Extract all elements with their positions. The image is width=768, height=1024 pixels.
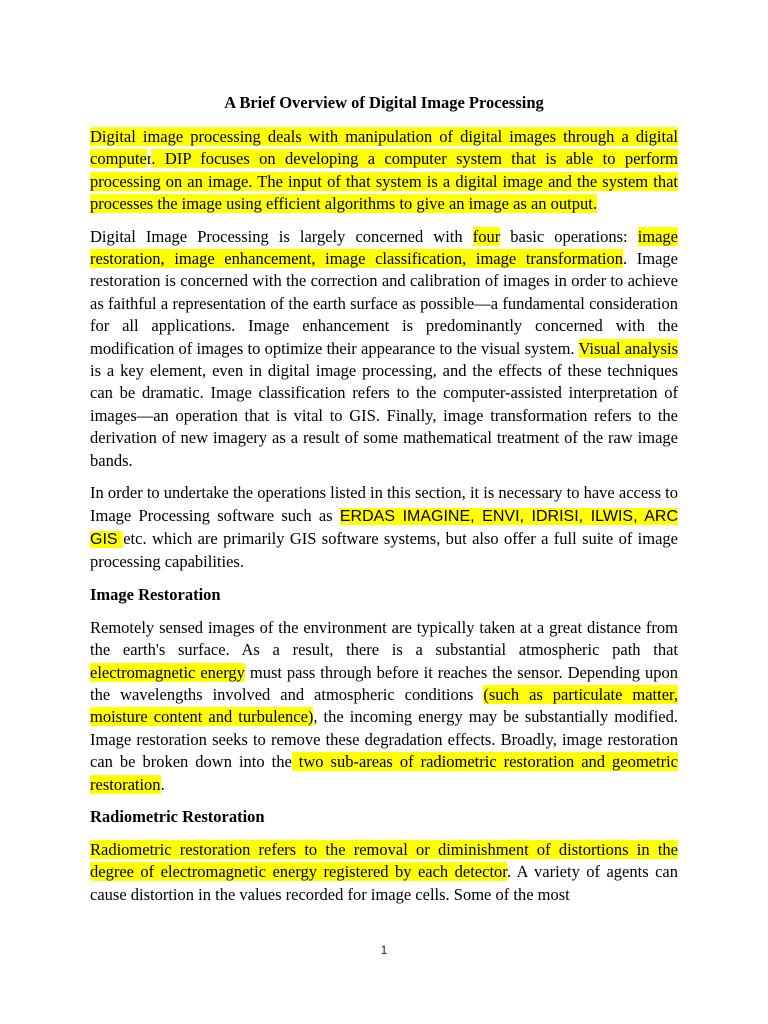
highlight-text: electromagnetic energy [90,662,245,682]
plain-text: In order to undertake the operations listed in this section, it is necessary to have access to Image Processing software such as [90,483,678,525]
plain-text: . [160,774,165,794]
plain-text: Digital Image Processing is largely concerned with [90,226,473,246]
highlight-text: Radiometric restoration refers to the removal or diminishment of distortions in the degree of electromagnetic energy registered by each detector [90,839,678,882]
highlight-text: Visual analysis [578,338,678,358]
document-title: A Brief Overview of Digital Image Processing [224,93,544,112]
plain-text: etc. which are primarily GIS software systems, but also offer a full suite of image processing capabilities. [90,528,678,572]
highlight-text: . [151,149,165,169]
highlight-text: DIP focuses on developing a computer system that is able to perform processing on an image. The input of that system is a digital image and the system that processes the image using efficient algorithms to give an image as an output. [90,149,678,214]
plain-text: . A variety of agents can cause distortion in the values recorded for image cells. Some of the most [90,862,678,904]
plain-text: must pass through before it reaches the sensor. Depending upon the wavelengths involved and atmospheric conditions [90,662,678,704]
plain-text: is a key element, even in digital image processing, and the effects of these techniques can be dramatic. Image classification refers to the computer-assisted interpretation of images—an operation that is vital to GIS. Finally, image transformation refers to the derivation of new imagery as a result of some mathematical treatment of the raw image bands. [90,361,678,470]
highlight-text: two sub-areas of radiometric restoration and geometric restoration [90,752,679,794]
highlight-text: four [472,226,501,246]
highlight-text: image restoration, image enhancement, image classification, image transformation [90,226,679,269]
plain-text: basic operations: [500,226,638,246]
paragraph-radiometric-restoration [90,839,678,906]
plain-text: r [146,149,152,169]
page-number: 1 [380,943,388,957]
highlight-text: (such as particulate matter, moisture content and turbulence) [90,684,679,727]
plain-text: , the incoming energy may be substantially modified. Image restoration seeks to remove these degradation effects. Broadly, image restoration can be broken down into the [90,707,678,772]
paragraph-software [90,482,678,574]
plain-text: Remotely sensed images of the environment are typically taken at a great distance from the earth's surface. As a result, there is a substantial atmospheric path that [90,617,678,660]
paragraph-operations [90,226,678,472]
section-heading-radiometric-restoration: Radiometric Restoration [90,806,265,826]
plain-text: . Image restoration is concerned with the correction and calibration of images in order to achieve as faithful a representation of the earth surface as possible—a fundamental consideration for all applications. Image enhancement is predominantly concerned with the modification of images to optimize their appearance to the visual system. [90,249,678,358]
section-heading-image-restoration: Image Restoration [90,584,221,604]
highlight-text: ERDAS IMAGINE, ENVI, IDRISI, ILWIS, ARC GIS [90,507,678,548]
highlight-text: Digital image processing deals with manipulation of digital images through a digital compute [90,127,678,169]
paragraph-image-restoration [90,617,678,796]
paragraph-intro [90,126,678,216]
document-body [90,92,678,916]
